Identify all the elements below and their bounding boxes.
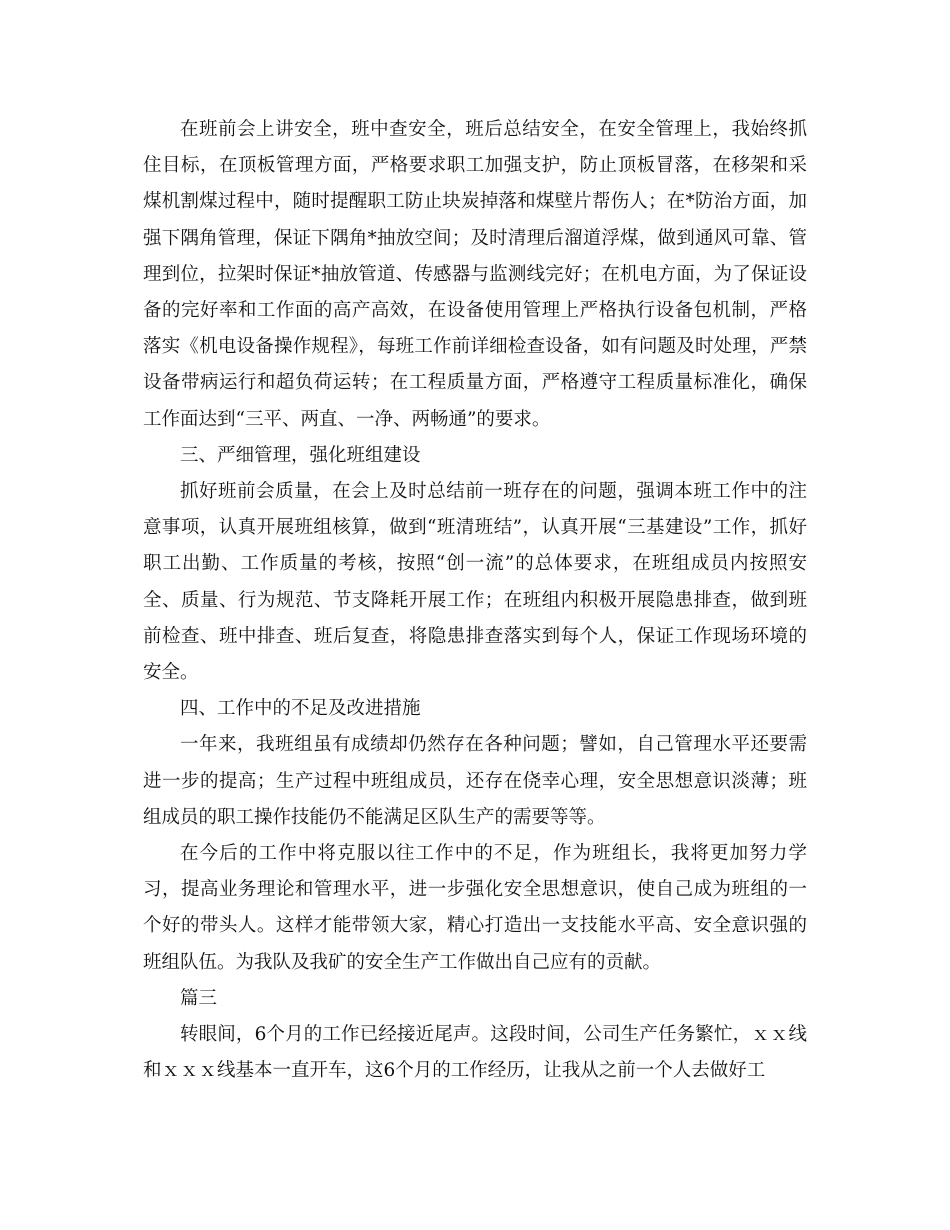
paragraph-six-months: 转眼间，6个月的工作已经接近尾声。这段时间，公司生产任务繁忙，ｘｘ线和ｘｘｘ线基本一直开车，这6个月的工作经历，让我从之前一个人去做好工 xyxy=(143,1024,807,1082)
chapter-heading-part-three: 篇三 xyxy=(180,987,218,1009)
paragraph-improvement: 在今后的工作中将克服以往工作中的不足，作为班组长，我将更加努力学习，提高业务理论和管理水平，进一步强化安全思想意识，使自己成为班组的一个好的带头人。这样才能带领大家，精心打造出一支技能水平高、安全意识强的班组队伍。为我队及我矿的安全生产工作做出自己应有的贡献。 xyxy=(143,843,807,973)
paragraph-safety-management: 在班前会上讲安全，班中查安全，班后总结安全，在安全管理上，我始终抓住目标，在顶板管理方面，严格要求职工加强支护，防止顶板冒落，在移架和采煤机割煤过程中，随时提醒职工防止块炭掉落和煤壁片帮伤人；在*防治方面，加强下隅角管理，保证下隅角*抽放空间；及时清理后溜道浮煤，做到通风可靠、管理到位，拉架时保证*抽放管道、传感器与监测线完好；在机电方面，为了保证设备的完好率和工作面的高产高效，在设备使用管理上严格执行设备包机制，严格落实《机电设备操作规程》，每班工作前详细检查设备，如有问题及时处理，严禁设备带病运行和超负荷运转；在工程质量方面，严格遵守工程质量标准化，确保工作面达到“三平、两直、一净、两畅通”的要求。 xyxy=(143,119,807,430)
paragraph-shortcomings: 一年来，我班组虽有成绩却仍然存在各种问题；譬如，自己管理水平还要需进一步的提高；生产过程中班组成员，还存在侥幸心理，安全思想意识淡薄；班组成员的职工操作技能仍不能满足区队生产的需要等等。 xyxy=(143,734,807,828)
paragraph-team-building: 抓好班前会质量，在会上及时总结前一班存在的问题，强调本班工作中的注意事项，认真开展班组核算，做到“班清班结”，认真开展“三基建设”工作，抓好职工出勤、工作质量的考核，按照“创一流”的总体要求，在班组成员内按照安全、质量、行为规范、节支降耗开展工作；在班组内积极开展隐患排查，做到班前检查、班中排查、班后复查，将隐患排查落实到每个人，保证工作现场环境的安全。 xyxy=(143,481,807,684)
section-heading-team-building: 三、严细管理，强化班组建设 xyxy=(180,444,421,466)
section-heading-shortcomings: 四、工作中的不足及改进措施 xyxy=(180,698,421,720)
document-body xyxy=(143,112,807,1089)
